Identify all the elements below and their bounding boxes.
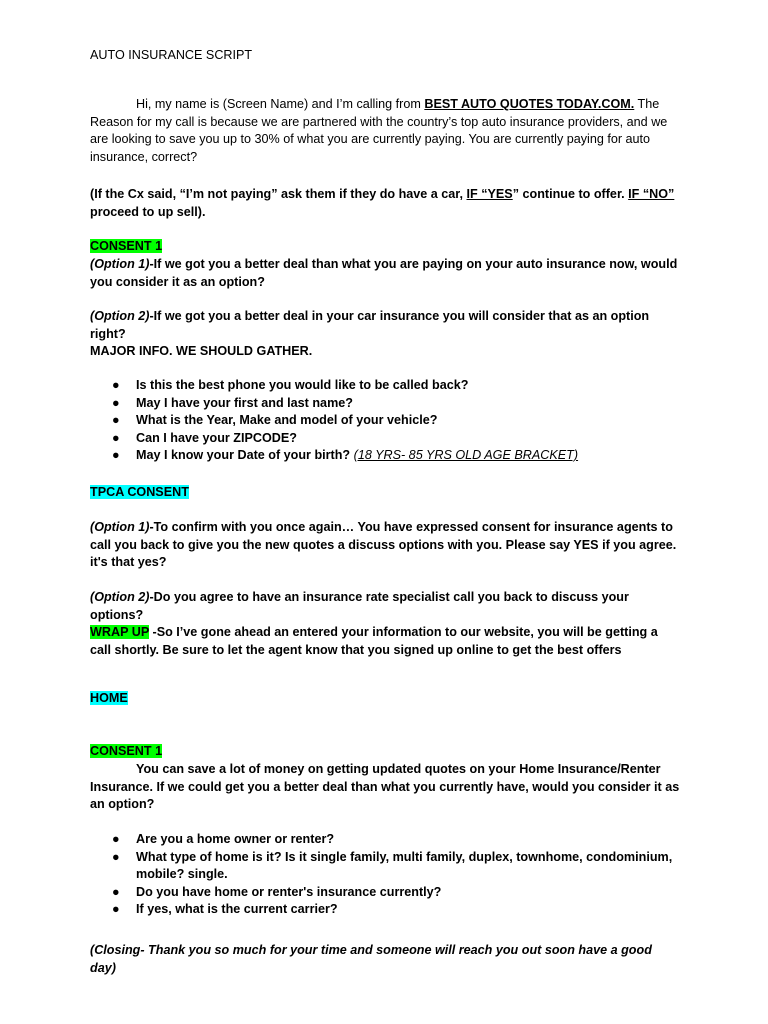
consent1-label: CONSENT 1 (90, 239, 163, 253)
tpca-option1-text: -To confirm with you once again… You have expressed consent for insurance agents to call you back to give you the new quotes a discuss options with you. Please say YES if you agree. it's that yes? (90, 520, 677, 569)
tpca-option2 (90, 589, 680, 624)
bullet-icon: ● (112, 448, 120, 462)
tpca-heading (90, 484, 680, 502)
list-item (90, 831, 680, 849)
consent1-option2-label: (Option 2) (90, 309, 150, 323)
document-title: AUTO INSURANCE SCRIPT (90, 48, 253, 62)
list-item-text: Are you a home owner or renter? (136, 832, 335, 846)
age-bracket-note: (18 YRS- 85 YRS OLD AGE BRACKET) (353, 448, 579, 462)
list-item (90, 884, 680, 902)
consent1-option2 (90, 308, 680, 343)
bullet-icon: ● (112, 430, 120, 445)
tpca-option2-text: -Do you agree to have an insurance rate specialist call you back to discuss your options? (90, 590, 629, 622)
home-consent-text: You can save a lot of money on getting updated quotes on your Home Insurance/Renter Insurance. If we could get you a better deal than what you currently have, would you consider it as an option? (90, 762, 680, 811)
cx-note-if-yes: IF “YES (466, 187, 513, 201)
list-item (90, 377, 680, 395)
cx-note-part2: ” continue to offer. (512, 187, 629, 201)
intro-part2: The Reason for my call is because we are partnered with the country’s top auto insurance providers, and we are looking to save you up to 30% of what you are currently paying. You are currently paying for auto insurance, correct? (90, 97, 668, 164)
major-info-list (90, 377, 680, 465)
wrapup-paragraph (90, 624, 680, 659)
tpca-option1 (90, 519, 680, 572)
home-label: HOME (90, 691, 128, 705)
list-item (90, 430, 680, 448)
list-item (90, 849, 680, 884)
bullet-icon: ● (112, 849, 120, 864)
wrapup-text: -So I’ve gone ahead an entered your information to our website, you will be getting a call shortly. Be sure to let the agent know that you signed up online to get the best offers (90, 625, 658, 657)
list-item-text: Is this the best phone you would like to be called back? (136, 378, 469, 392)
cx-note-part1: (If the Cx said, “I’m not paying” ask them if they do have a car, (90, 187, 467, 201)
list-item-text: What is the Year, Make and model of your vehicle? (136, 413, 438, 427)
cx-note-if-no: IF “NO” (628, 187, 675, 201)
intro-paragraph (90, 96, 680, 166)
consent1-option2-text: -If we got you a better deal in your car insurance you will consider that as an option right? (90, 309, 650, 341)
major-info-heading: MAJOR INFO. WE SHOULD GATHER. (90, 344, 313, 358)
bullet-icon: ● (112, 413, 120, 427)
list-item-text: Can I have your ZIPCODE? (136, 430, 297, 445)
list-item (90, 901, 680, 919)
company-name: BEST AUTO QUOTES TODAY.COM. (424, 97, 635, 111)
list-item (90, 447, 680, 465)
bullet-icon: ● (112, 395, 120, 410)
home-question-list (90, 831, 680, 919)
list-item (90, 395, 680, 413)
consent1-option1-label: (Option 1) (90, 257, 150, 271)
consent1-option1 (90, 256, 680, 291)
list-item-text: May I have your first and last name? (136, 395, 353, 410)
tpca-option1-label: (Option 1) (90, 520, 150, 534)
home-heading (90, 690, 680, 708)
list-item-text: If yes, what is the current carrier? (136, 902, 338, 916)
list-item (90, 412, 680, 430)
list-item-text: Do you have home or renter's insurance currently? (136, 884, 442, 899)
consent1-option1-text: -If we got you a better deal than what you are paying on your auto insurance now, would you consider it as an option? (90, 257, 678, 289)
consent1-heading (90, 238, 680, 256)
bullet-icon: ● (112, 378, 120, 392)
intro-part1: Hi, my name is (Screen Name) and I’m calling from (136, 97, 425, 111)
closing-line: (Closing- Thank you so much for your time and someone will reach you out soon have a good day) (90, 943, 652, 975)
tpca-label: TPCA CONSENT (90, 485, 189, 499)
cx-note (90, 186, 680, 221)
tpca-option2-label: (Option 2) (90, 590, 150, 604)
bullet-icon: ● (112, 902, 120, 916)
home-consent-label: CONSENT 1 (90, 744, 163, 758)
cx-note-part3: proceed to up sell). (90, 204, 206, 219)
wrapup-label: WRAP UP (90, 625, 150, 639)
bullet-icon: ● (112, 832, 120, 846)
list-item-text: What type of home is it? Is it single family, multi family, duplex, townhome, condominium, mobile? single. (136, 849, 673, 881)
bullet-icon: ● (112, 884, 120, 899)
home-consent-heading (90, 743, 680, 761)
list-item-text: May I know your Date of your birth? (136, 448, 354, 462)
